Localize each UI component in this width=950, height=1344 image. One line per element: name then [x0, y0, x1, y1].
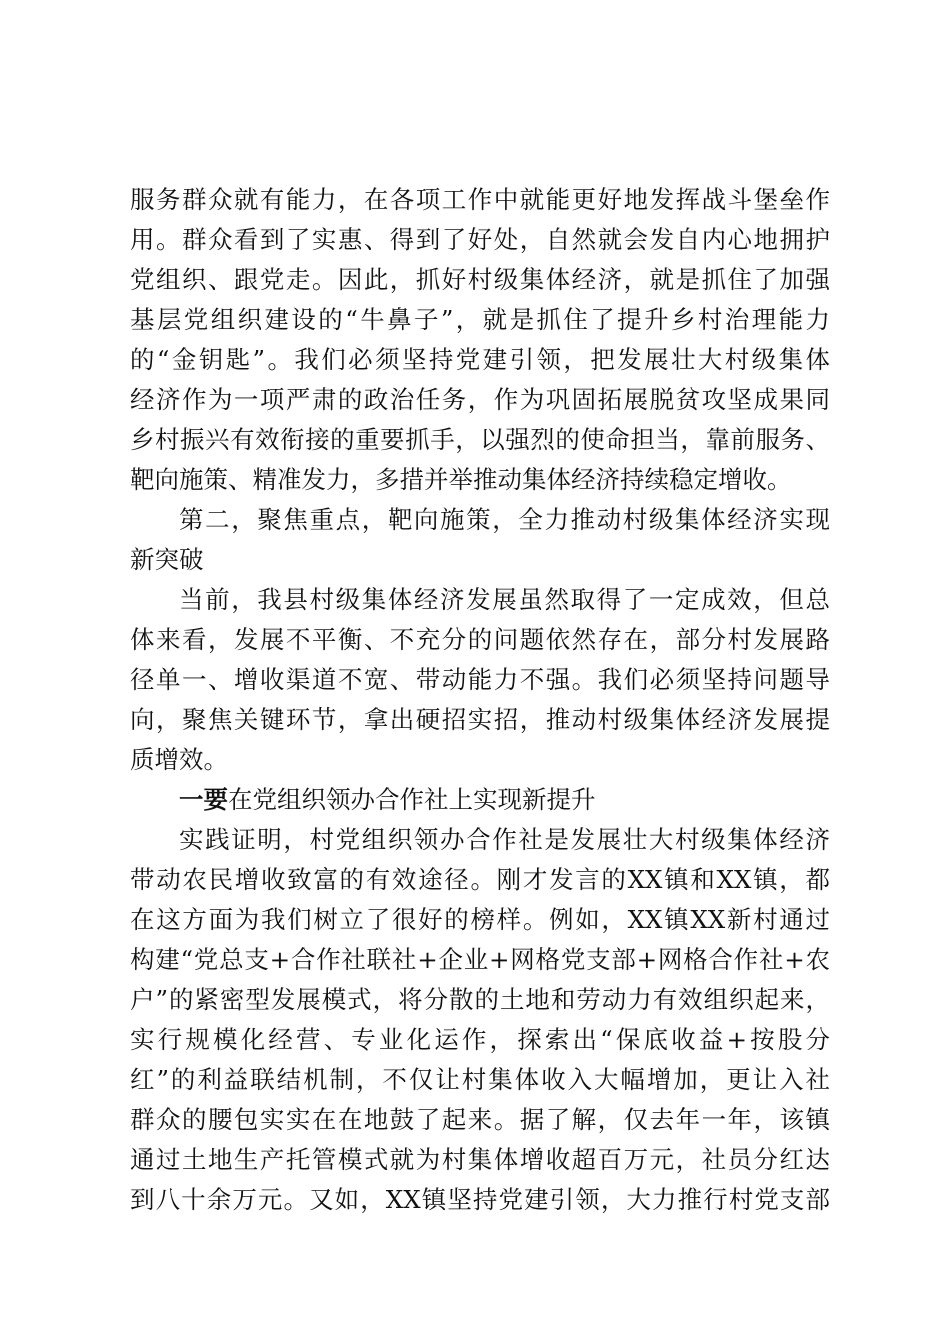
paragraph-line: 带动农民增收致富的有效途径。刚才发言的XX镇和XX镇，都: [130, 865, 830, 894]
paragraph-line: 经济作为一项严肃的政治任务，作为巩固拓展脱贫攻坚成果同: [130, 385, 830, 414]
paragraph-line: 实践证明，村党组织领办合作社是发展壮大村级集体经济: [179, 825, 830, 854]
paragraph-line: 党组织、跟党走。因此，抓好村级集体经济，就是抓住了加强: [130, 265, 830, 294]
paragraph-line: 群众的腰包实实在在地鼓了起来。据了解，仅去年一年，该镇: [130, 1105, 830, 1134]
paragraph-line: 户”的紧密型发展模式，将分散的土地和劳动力有效组织起来，: [130, 985, 830, 1014]
paragraph-line: 红”的利益联结机制，不仅让村集体收入大幅增加，更让入社: [130, 1065, 830, 1094]
paragraph-line: 到八十余万元。又如，XX镇坚持党建引领，大力推行村党支部: [130, 1185, 830, 1214]
paragraph-line: 基层党组织建设的“牛鼻子”，就是抓住了提升乡村治理能力: [130, 305, 830, 334]
paragraph-line: 径单一、增收渠道不宽、带动能力不强。我们必须坚持问题导: [130, 665, 830, 694]
paragraph-line: 当前，我县村级集体经济发展虽然取得了一定成效，但总: [179, 585, 830, 614]
subheading-line: [179, 780, 830, 820]
paragraph-line: 用。群众看到了实惠、得到了好处，自然就会发自内心地拥护: [130, 225, 830, 254]
section-heading-line: 新突破: [130, 545, 204, 574]
paragraph-line: 质增效。: [130, 745, 228, 774]
subheading-text: 在党组织领办合作社上实现新提升: [228, 785, 596, 814]
paragraph-line: 构建“党总支+合作社联社+企业+网格党支部+网格合作社+农: [130, 945, 830, 974]
paragraph-line: 在这方面为我们树立了很好的榜样。例如，XX镇XX新村通过: [130, 905, 830, 934]
paragraph-line: 乡村振兴有效衔接的重要抓手，以强烈的使命担当，靠前服务、: [130, 425, 830, 454]
paragraph-line: 体来看，发展不平衡、不充分的问题依然存在，部分村发展路: [130, 625, 830, 654]
paragraph-line: 靶向施策、精准发力，多措并举推动集体经济持续稳定增收。: [130, 465, 792, 494]
paragraph-line: 的“金钥匙”。我们必须坚持党建引领，把发展壮大村级集体: [130, 345, 830, 374]
paragraph-line: 通过土地生产托管模式就为村集体增收超百万元，社员分红达: [130, 1145, 830, 1174]
subheading-lead: 一要: [179, 785, 228, 814]
paragraph-line: 实行规模化经营、专业化运作，探索出“保底收益+按股分: [130, 1025, 830, 1054]
paragraph-line: 服务群众就有能力，在各项工作中就能更好地发挥战斗堡垒作: [130, 185, 830, 214]
section-heading-line: 第二，聚焦重点，靶向施策，全力推动村级集体经济实现: [179, 505, 830, 534]
paragraph-line: 向，聚焦关键环节，拿出硬招实招，推动村级集体经济发展提: [130, 705, 830, 734]
